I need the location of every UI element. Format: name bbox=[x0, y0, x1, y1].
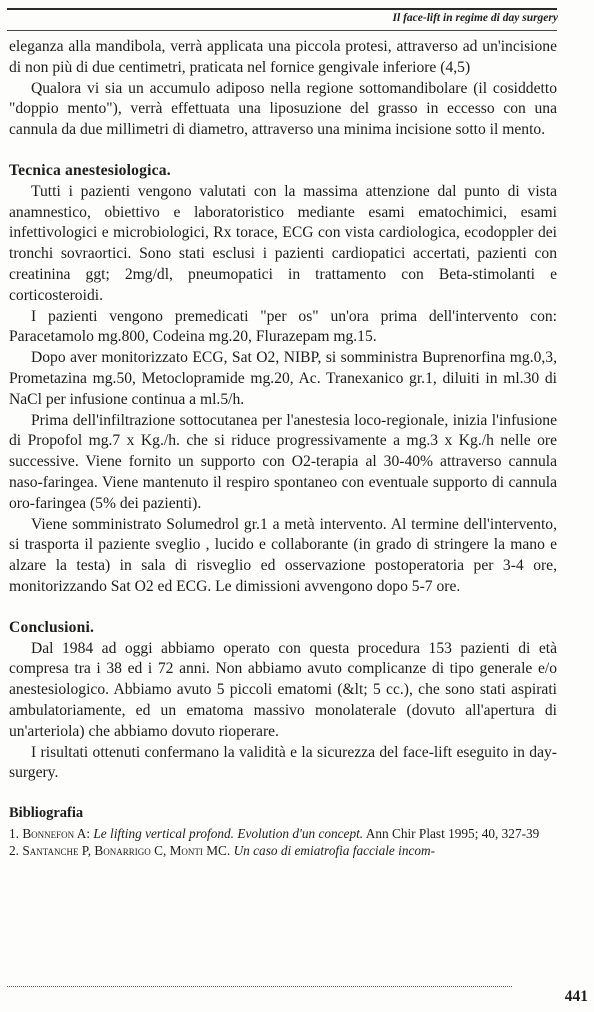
page-number: 441 bbox=[564, 988, 588, 1005]
reference-list bbox=[9, 825, 557, 859]
header-rule-top bbox=[7, 8, 557, 10]
paragraph-propofol: Prima dell'infiltrazione sottocutanea per l'anestesia loco-regionale, inizia l'infusione di Propofol mg.7 x Kg./h. che si riduce progressivamente a mg.3 x Kg./h nelle ore successive. Viene fornito un supporto con O2-terapia al 30-40% attraverso cannula naso-faringea. Viene mantenuto il respiro spontaneo con eventuale supporto di cannula oro-faringea (5% dei pazienti). bbox=[9, 411, 557, 512]
footer-rule bbox=[7, 986, 512, 987]
header-rule-bottom bbox=[7, 30, 557, 31]
paragraph-conclusione: I risultati ottenuti confermano la validità e la sicurezza del face-lift eseguito in day-surgery. bbox=[9, 743, 557, 782]
reference-authors: Bonnefon A: bbox=[22, 826, 91, 842]
paragraph-monitoraggio: Dopo aver monitorizzato ECG, Sat O2, NIBP, si somministra Buprenorfina mg.0,3, Prometazina mg.50, Metoclopramide mg.20, Ac. Tranexanico gr.1, diluiti in ml.30 di NaCl per infusione continua a ml.5/h. bbox=[9, 349, 557, 408]
heading-tecnica-anestesiologica: Tecnica anestesiologica. bbox=[9, 161, 171, 179]
reference-source: Ann Chir Plast 1995; 40, 327-39 bbox=[365, 826, 540, 842]
heading-bibliografia: Bibliografia bbox=[9, 805, 84, 822]
heading-conclusioni: Conclusioni. bbox=[9, 618, 95, 636]
reference-number: 2. bbox=[9, 843, 19, 859]
paragraph-premedicazione: I pazienti vengono premedicati "per os" un'ora prima dell'intervento con: Paracetamolo mg.800, Codeina mg.20, Flurazepam mg.15. bbox=[9, 307, 557, 346]
paragraph-protesi: eleganza alla mandibola, verrà applicata una piccola protesi, attraverso ad un'incisione di non più di due centimetri, praticata nel fornice gengivale inferiore (4,5) bbox=[9, 38, 557, 76]
reference-item bbox=[9, 825, 557, 842]
reference-authors: Santanche P, Bonarrigo C, Monti MC. bbox=[22, 843, 231, 859]
paragraph-doppio-mento: Qualora vi sia un accumulo adiposo nella regione sottomandibolare (il cosiddetto "doppio mento"), verrà effettuata una liposuzione del grasso in eccesso con una cannula da due millimetri di diametro, attraverso una minima incisione sotto il mento. bbox=[9, 79, 557, 139]
reference-title: Le lifting vertical profond. Evolution d'un concept. bbox=[93, 826, 364, 842]
paragraph-risultati-casistica: Dal 1984 ad oggi abbiamo operato con questa procedura 153 pazienti di età compresa tra i 38 ed i 72 anni. Non abbiamo avuto complicanze di tipo generale e/o anestesiologico. Abbiamo avuto 5 piccoli ematomi (&lt; 5 cc.), che sono stati aspirati ambulatoriamente, ed un ematoma massivo monolaterale (dovuto all'apertura di un'arteriola) che abbiamo dovuto rioperare. bbox=[9, 639, 557, 740]
paragraph-valutazione: Tutti i pazienti vengono valutati con la massima attenzione dal punto di vista anamnestico, obiettivo e laboratoristico mediante esami ematochimici, esami infettivologici e microbiologici, Rx torace, ECG con vista cardiologica, ecodoppler dei tronchi sovraortici. Sono stati esclusi i pazienti cardiopatici accertati, pazienti con creatinina ggt; 2mg/dl, pneumopatici in trattamento con Beta-stimolanti e corticosteroidi. bbox=[9, 182, 557, 304]
reference-title: Un caso di emiatrofia facciale incom- bbox=[233, 843, 436, 859]
running-title: Il face-lift in regime di day surgery bbox=[392, 12, 558, 24]
reference-number: 1. bbox=[9, 826, 19, 842]
paragraph-solumedrol: Viene somministrato Solumedrol gr.1 a metà intervento. Al termine dell'intervento, si trasporta il paziente sveglio , lucido e collaborante (in grado di stringere la mano e alzare la testa) in sala di risveglio ed osservazione postoperatoria per 3-4 ore, monitorizzando Sat O2 ed ECG. Le dimissioni avvengono dopo 5-7 ore. bbox=[9, 515, 557, 595]
reference-item bbox=[9, 842, 557, 859]
article-body bbox=[9, 37, 557, 860]
